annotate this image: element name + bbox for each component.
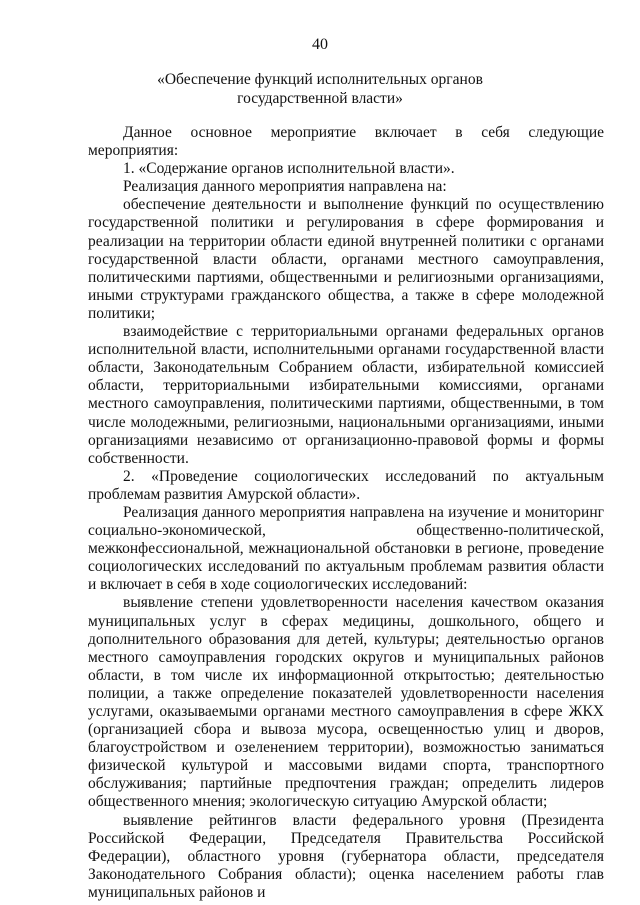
section-heading-line-1: «Обеспечение функций исполнительных органов	[157, 71, 483, 88]
item-1-title: 1. «Содержание органов исполнительной власти».	[123, 160, 455, 178]
section-heading-line-2: государственной власти»	[237, 90, 403, 107]
item-2-point-2: выявление рейтингов власти федерального уровня (Президента Российской Федерации, Председателя Правительства Российской Федерации), областного уровня (губернатора области, председателя Законодательного Собрания области); оценка населением работы глав муниципальных районов и	[88, 811, 604, 901]
page-number: 40	[312, 36, 328, 53]
section-heading	[0, 70, 640, 108]
item-2-title: 2. «Проведение социологических исследований по актуальным проблемам развития Амурской области».	[88, 467, 604, 503]
item-2-lead: Реализация данного мероприятия направлена на изучение и мониторинг социально-экономической, общественно-политической, межконфессиональной, межнациональной обстановки в регионе, проведение социологических исследований по актуальным проблемам развития области и включает в себя в ходе социологических исследований:	[88, 503, 604, 594]
item-1-point-1: обеспечение деятельности и выполнение функций по осуществлению государственной политики и регулирования в сфере формирования и реализации на территории области единой внутренней политики с органами государственной власти области, органами местного самоуправления, политическими партиями, общественными и религиозными организациями, иными структурами гражданского общества, а также в сфере молодежной политики;	[88, 196, 604, 322]
document-body	[88, 124, 604, 902]
item-2-point-1: выявление степени удовлетворенности населения качеством оказания муниципальных услуг в сферах медицины, дошкольного, общего и дополнительного образования для детей, культуры; деятельностью органов местного самоуправления городских округов и муниципальных районов области, в том числе их информационной открытостью; деятельностью полиции, а также определение показателей удовлетворенности населения услугами, оказываемыми органами местного самоуправления в сфере ЖКХ (организацией сбора и вывоза мусора, освещенностью улиц и дворов, благоустройством и озеленением территории), возможностью заниматься физической культурой и массовыми видами спорта, транспортного обслуживания; партийные предпочтения граждан; определить лидеров общественного мнения; экологическую ситуацию Амурской области;	[88, 594, 604, 811]
intro-paragraph: Данное основное мероприятие включает в себя следующие мероприятия:	[88, 124, 604, 160]
item-1-lead: Реализация данного мероприятия направлена на:	[123, 178, 447, 196]
item-1-point-2: взаимодействие с территориальными органами федеральных органов исполнительной власти, исполнительными органами государственной власти области, Законодательным Собранием области, избирательной комиссией области, территориальными избирательными комиссиями, органами местного самоуправления, политическими партиями, общественными, в том числе молодежными, религиозными, национальными организациями, иными организациями независимо от организационно-правовой формы и формы собственности.	[88, 323, 604, 467]
